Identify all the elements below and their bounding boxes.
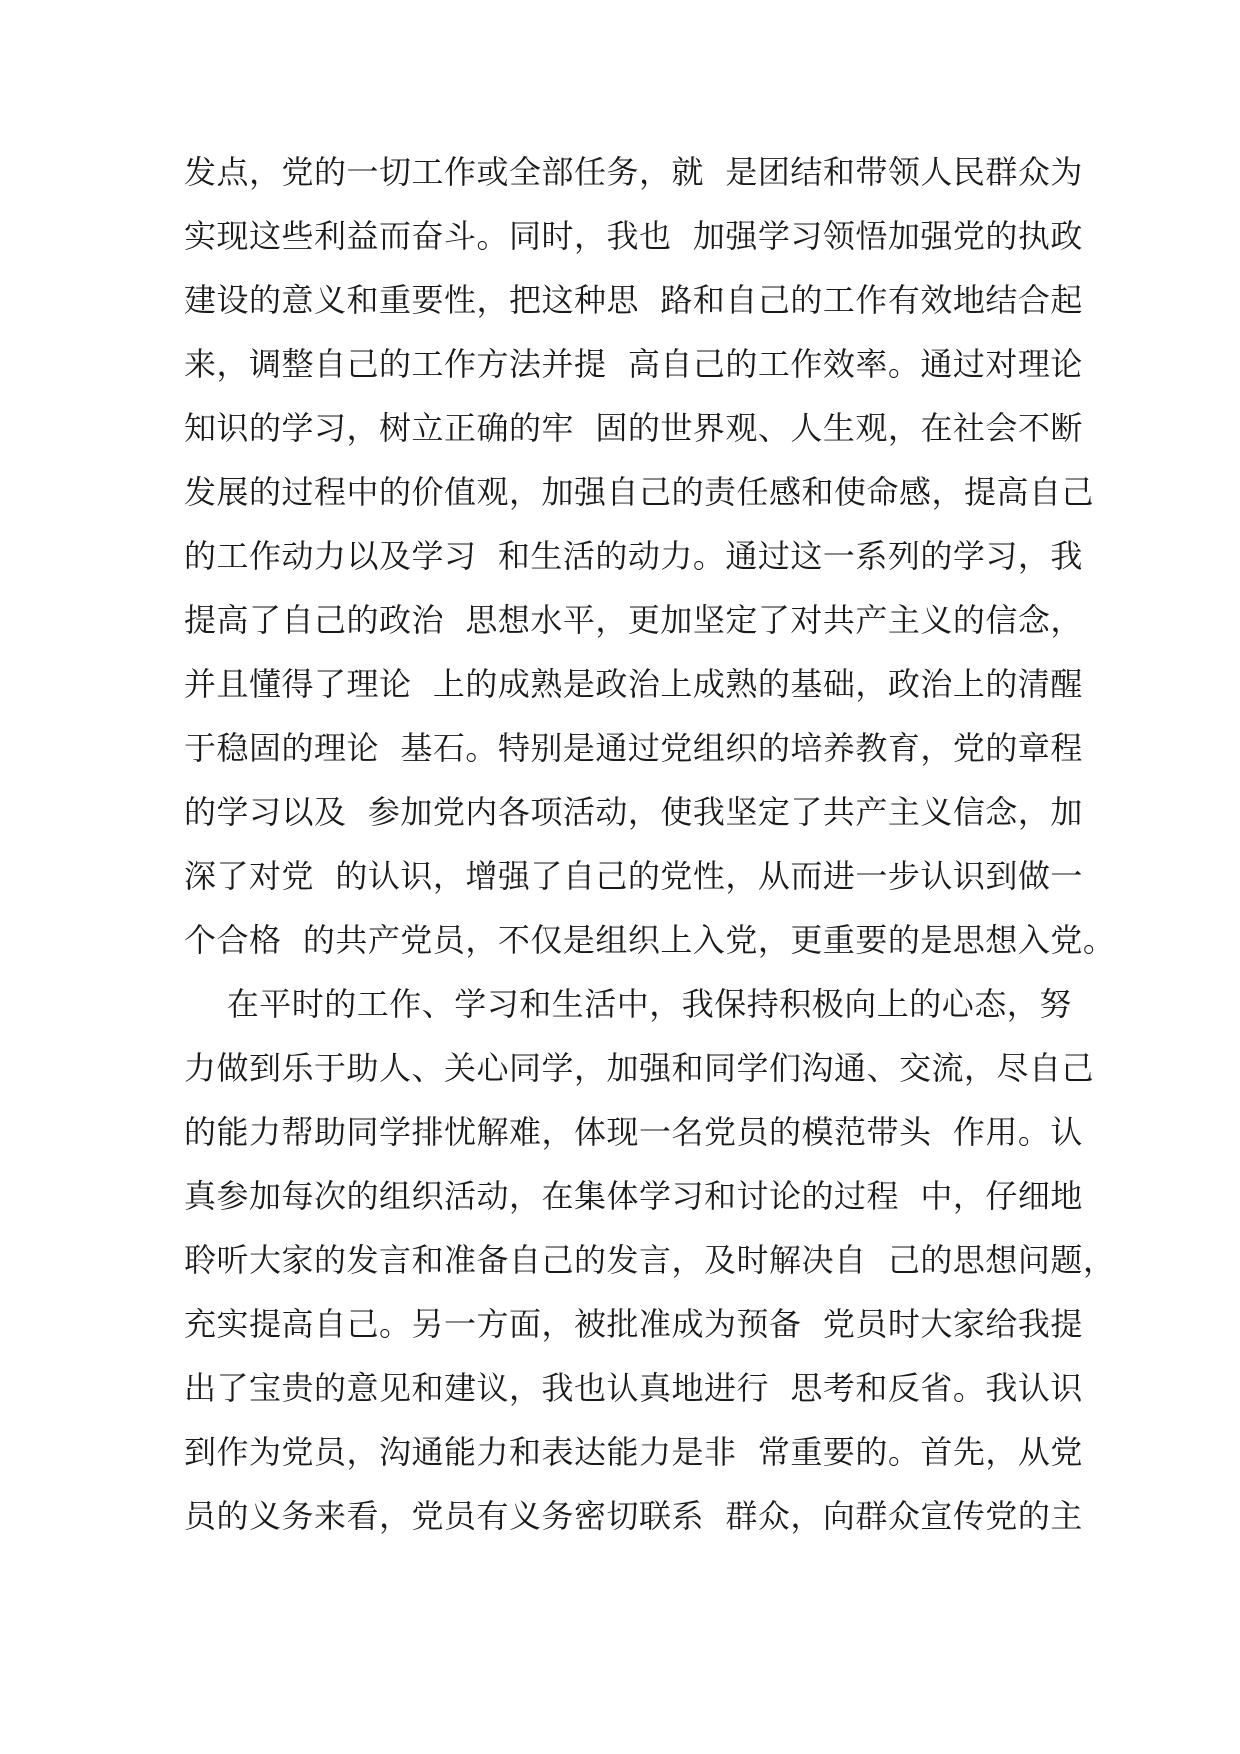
text-line: 的学习以及 参加党内各项活动，使我坚定了共产主义信念，加: [184, 793, 1083, 831]
text-line: 深了对党 的认识，增强了自己的党性，从而进一步认识到做一: [184, 857, 1083, 895]
text-line: 力做到乐于助人、关心同学，加强和同学们沟通、交流，尽自己: [184, 1049, 1095, 1087]
text-line: 充实提高自己。另一方面，被批准成为预备 党员时大家给我提: [184, 1305, 1083, 1343]
text-line: 个合格 的共产党员，不仅是组织上入党，更重要的是思想入党。: [184, 921, 1116, 959]
text-line: 来，调整自己的工作方法并提 高自己的工作效率。通过对理论: [184, 345, 1083, 383]
body-text: [184, 140, 1116, 1548]
text-line: 到作为党员，沟通能力和表达能力是非 常重要的。首先，从党: [184, 1433, 1083, 1471]
text-line: 出了宝贵的意见和建议，我也认真地进行 思考和反省。我认识: [184, 1369, 1083, 1407]
text-line: 建设的意义和重要性，把这种思 路和自己的工作有效地结合起: [184, 281, 1083, 319]
text-line: 的能力帮助同学排忧解难，体现一名党员的模范带头 作用。认: [184, 1113, 1083, 1151]
text-line: 于稳固的理论 基石。特别是通过党组织的培养教育，党的章程: [184, 729, 1083, 767]
text-line: 发点，党的一切工作或全部任务，就 是团结和带领人民群众为: [184, 153, 1083, 191]
paragraph-start-line: 在平时的工作、学习和生活中，我保持积极向上的心态，努: [184, 985, 1072, 1023]
text-line: 的工作动力以及学习 和生活的动力。通过这一系列的学习，我: [184, 537, 1083, 575]
text-line: 实现这些利益而奋斗。同时，我也 加强学习领悟加强党的执政: [184, 217, 1083, 255]
text-line: 并且懂得了理论 上的成熟是政治上成熟的基础，政治上的清醒: [184, 665, 1083, 703]
text-line: 员的义务来看，党员有义务密切联系 群众，向群众宣传党的主: [184, 1497, 1083, 1535]
text-line: 真参加每次的组织活动，在集体学习和讨论的过程 中，仔细地: [184, 1177, 1083, 1215]
text-line: 知识的学习，树立正确的牢 固的世界观、人生观，在社会不断: [184, 409, 1083, 447]
text-line: 提高了自己的政治 思想水平，更加坚定了对共产主义的信念，: [184, 601, 1083, 639]
text-line: 聆听大家的发言和准备自己的发言，及时解决自 己的思想问题，: [184, 1241, 1116, 1279]
text-line: 发展的过程中的价值观，加强自己的责任感和使命感，提高自己: [184, 473, 1095, 511]
